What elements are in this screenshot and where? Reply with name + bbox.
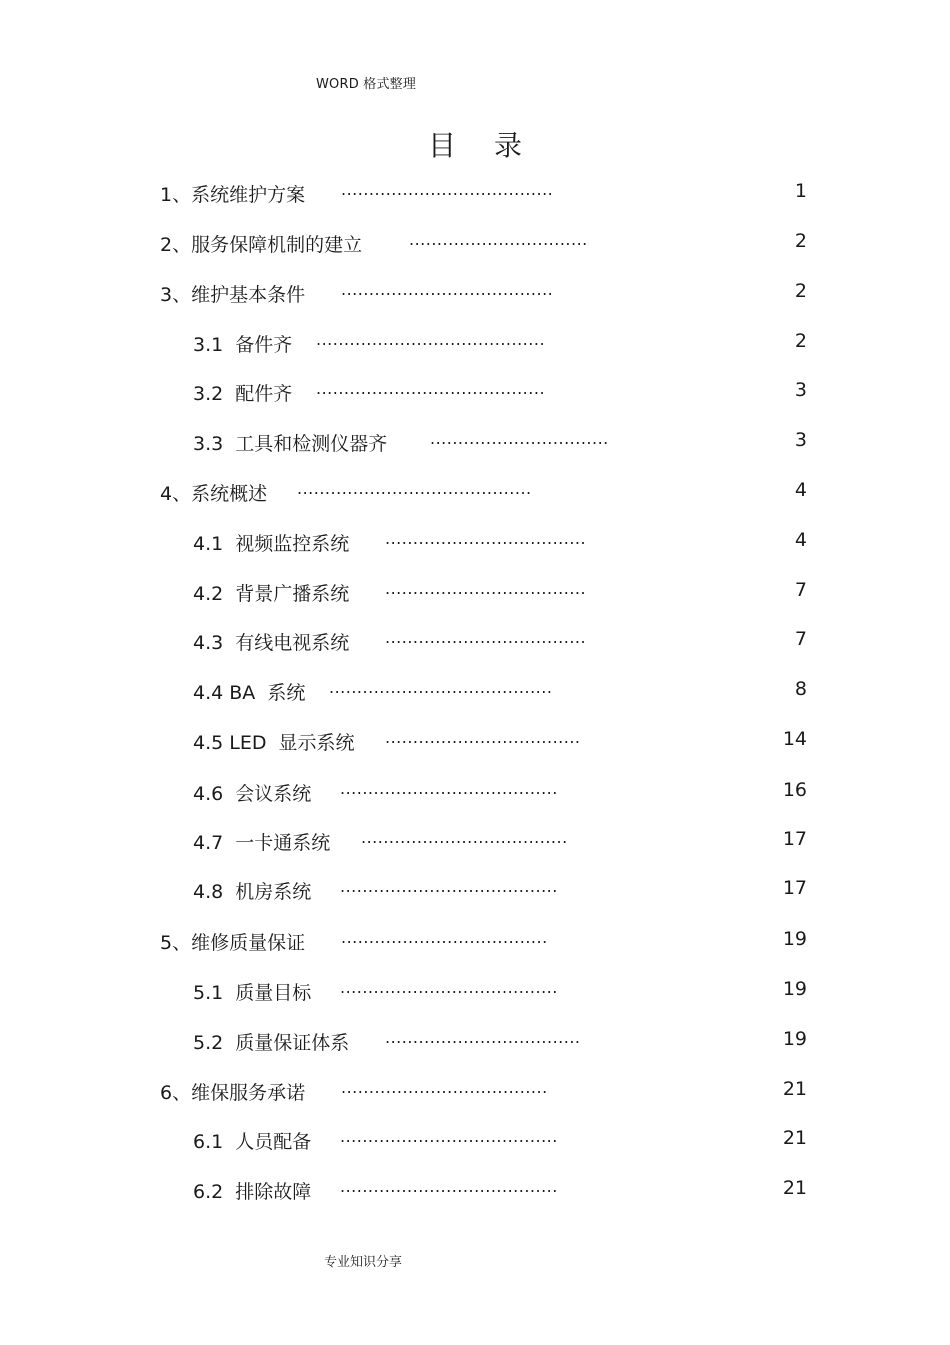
toc-entry-leader: .....................................	[361, 828, 568, 847]
toc-entry-label: 3、维护基本条件	[160, 284, 306, 306]
toc-entry-leader: ................................	[430, 429, 609, 448]
toc-entry[interactable]	[0, 429, 950, 459]
toc-entry-leader: ....................................	[385, 579, 587, 598]
toc-entry[interactable]	[0, 1177, 950, 1207]
toc-entry-label: 4.1 视频监控系统	[193, 533, 350, 555]
toc-entry[interactable]	[0, 628, 950, 658]
toc-entry-label: 6.1 人员配备	[193, 1131, 312, 1153]
toc-entry-page: 2	[794, 280, 807, 302]
toc-entry[interactable]	[0, 379, 950, 409]
toc-entry-leader: ....................................	[385, 529, 587, 548]
toc-entry-page: 14	[782, 728, 807, 750]
toc-entry-label: 5、维修质量保证	[160, 932, 306, 954]
toc-entry-label: 6、维保服务承诺	[160, 1082, 306, 1104]
toc-title-char-2: 录	[494, 129, 523, 162]
toc-entry-label: 5.2 质量保证体系	[193, 1032, 350, 1054]
toc-entry-page: 17	[782, 828, 807, 850]
toc-entry-page: 19	[782, 978, 807, 1000]
toc-entry-label: 4.4 BA 系统	[193, 682, 306, 704]
toc-entry-page: 3	[794, 379, 807, 401]
toc-entry[interactable]	[0, 230, 950, 260]
toc-entry-leader: .....................................	[341, 928, 548, 947]
toc-entry-leader: .....................................	[341, 1078, 548, 1097]
toc-entry[interactable]	[0, 330, 950, 360]
toc-entry-leader: ....................................	[385, 628, 587, 647]
toc-entry-leader: .......................................	[340, 877, 558, 896]
toc-entry-page: 2	[794, 330, 807, 352]
toc-entry-page: 1	[794, 180, 807, 202]
toc-entry-leader: .......................................	[340, 1177, 558, 1196]
toc-entry-leader: .......................................	[340, 978, 558, 997]
toc-entry[interactable]	[0, 779, 950, 809]
toc-entry-page: 21	[782, 1078, 807, 1100]
toc-entry-label: 4、系统概述	[160, 483, 268, 505]
toc-entry-page: 19	[782, 928, 807, 950]
toc-entry-label: 2、服务保障机制的建立	[160, 234, 363, 256]
toc-entry-leader: ......................................	[341, 280, 554, 299]
toc-entry-label: 4.6 会议系统	[193, 783, 312, 805]
toc-entry-label: 4.3 有线电视系统	[193, 632, 350, 654]
toc-entry-label: 3.3 工具和检测仪器齐	[193, 433, 388, 455]
toc-entry-leader: .......................................	[340, 1127, 558, 1146]
toc-entry[interactable]	[0, 1127, 950, 1157]
toc-entry[interactable]	[0, 280, 950, 310]
toc-entry-page: 3	[794, 429, 807, 451]
toc-entry-leader: .........................................	[316, 379, 546, 398]
toc-entry[interactable]	[0, 1028, 950, 1058]
toc-entry-leader: ........................................	[329, 678, 553, 697]
toc-entry[interactable]	[0, 180, 950, 210]
toc-entry-label: 4.7 一卡通系统	[193, 832, 331, 854]
toc-entry-leader: ...................................	[385, 728, 581, 747]
toc-entry-leader: ..........................................	[297, 479, 532, 498]
toc-entry[interactable]	[0, 978, 950, 1008]
toc-entry-page: 7	[794, 628, 807, 650]
toc-title-char-1: 目	[427, 129, 456, 162]
toc-entry[interactable]	[0, 928, 950, 958]
toc-entry-leader: ...................................	[385, 1028, 581, 1047]
toc-entry-leader: ......................................	[341, 180, 554, 199]
toc-entry-leader: .......................................	[340, 779, 558, 798]
toc-entry[interactable]	[0, 479, 950, 509]
toc-entry-page: 21	[782, 1127, 807, 1149]
toc-entry-label: 3.1 备件齐	[193, 334, 293, 356]
toc-entry[interactable]	[0, 728, 950, 758]
toc-entry[interactable]	[0, 678, 950, 708]
toc-entry-page: 19	[782, 1028, 807, 1050]
toc-entry-label: 4.8 机房系统	[193, 881, 312, 903]
toc-entry-page: 21	[782, 1177, 807, 1199]
toc-entry-label: 4.5 LED 显示系统	[193, 732, 355, 754]
toc-entry-leader: .........................................	[316, 330, 546, 349]
toc-entry-page: 17	[782, 877, 807, 899]
toc-entry-page: 8	[794, 678, 807, 700]
toc-entry-page: 7	[794, 579, 807, 601]
toc-entry-leader: ................................	[409, 230, 588, 249]
toc-title	[0, 124, 950, 164]
toc-entry-label: 6.2 排除故障	[193, 1181, 312, 1203]
toc-entry-page: 4	[794, 529, 807, 551]
toc-entry[interactable]	[0, 828, 950, 858]
toc-entry-label: 4.2 背景广播系统	[193, 583, 350, 605]
toc-entry-page: 2	[794, 230, 807, 252]
toc-entry-page: 4	[794, 479, 807, 501]
toc-entry[interactable]	[0, 579, 950, 609]
toc-entry-page: 16	[782, 779, 807, 801]
toc-entry[interactable]	[0, 1078, 950, 1108]
page-footer: 专业知识分享	[324, 1255, 403, 1270]
toc-entry[interactable]	[0, 529, 950, 559]
toc-entry-label: 3.2 配件齐	[193, 383, 293, 405]
toc-entry-label: 1、系统维护方案	[160, 184, 306, 206]
page-header: WORD 格式整理	[316, 77, 417, 92]
toc-entry[interactable]	[0, 877, 950, 907]
toc-entry-label: 5.1 质量目标	[193, 982, 312, 1004]
